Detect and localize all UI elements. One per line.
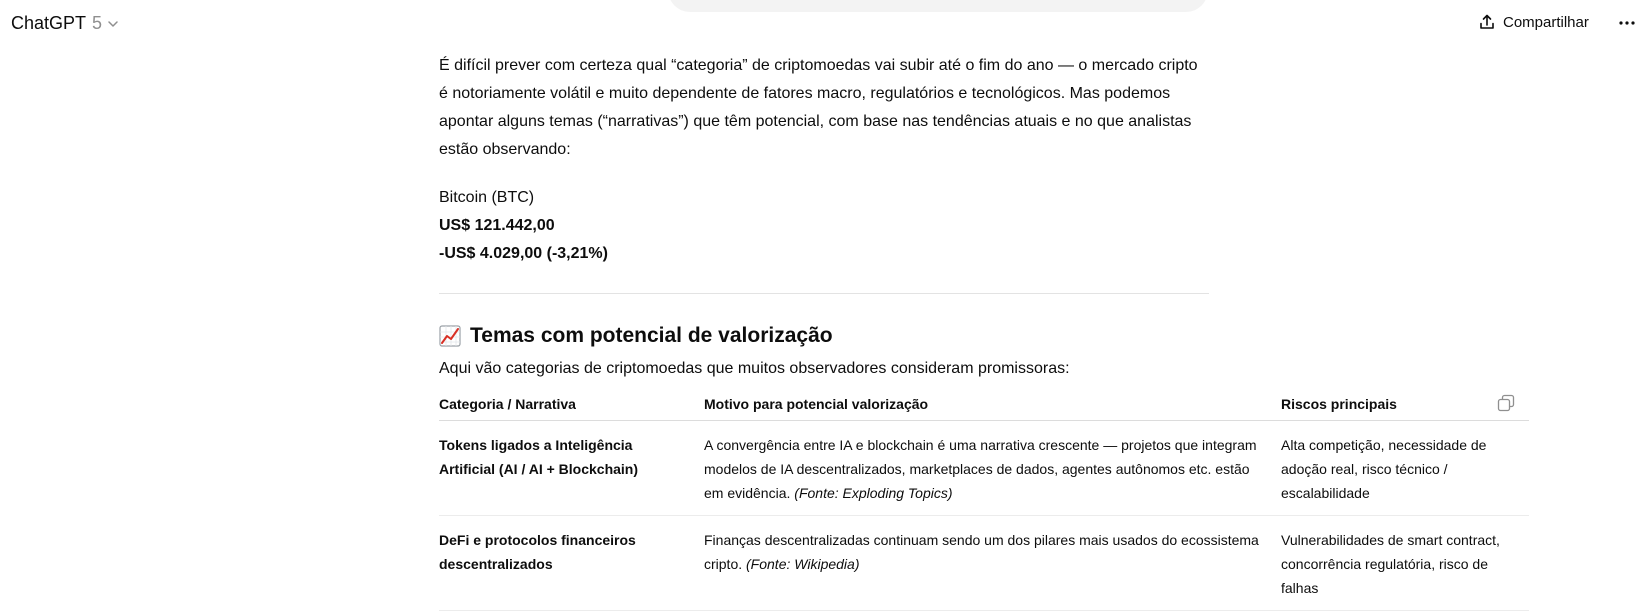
categories-table <box>439 388 1529 611</box>
cell-risks: Vulnerabilidades de smart contract, concorrência regulatória, risco de falhas <box>1281 532 1500 596</box>
model-switcher[interactable] <box>11 13 119 34</box>
divider <box>439 293 1209 294</box>
chart-increasing-icon <box>439 325 461 347</box>
cell-category: Tokens ligados a Inteligência Artificial (AI / AI + Blockchain) <box>439 437 639 477</box>
section-title: Temas com potencial de valorização <box>470 324 833 347</box>
reason-source: (Fonte: Exploding Topics) <box>794 485 953 501</box>
table-row <box>439 516 1529 611</box>
share-button[interactable] <box>1478 13 1589 31</box>
table-row <box>439 421 1529 516</box>
section-heading <box>439 324 1524 348</box>
bitcoin-name: Bitcoin (BTC) <box>439 189 535 206</box>
share-upload-icon <box>1478 13 1496 31</box>
more-options-button[interactable] <box>1616 12 1638 34</box>
header-risks: Riscos principais <box>1281 396 1397 412</box>
header-category: Categoria / Narrativa <box>439 396 576 412</box>
reason-source: (Fonte: Wikipedia) <box>746 556 860 572</box>
cell-risks: Alta competição, necessidade de adoção real, risco técnico / escalabilidade <box>1281 437 1487 501</box>
copy-icon[interactable] <box>1497 394 1515 412</box>
reason-text: Finanças descentralizadas continuam sendo um dos pilares mais usados do ecossistema cripto. <box>704 532 1259 572</box>
more-horizontal-icon <box>1618 20 1636 26</box>
bitcoin-price: US$ 121.442,00 <box>439 217 555 234</box>
cell-reason <box>704 433 1281 505</box>
header-reason: Motivo para potencial valorização <box>704 396 929 412</box>
model-name: ChatGPT <box>11 13 87 33</box>
section-intro: Aqui vão categorias de criptomoedas que muitos observadores consideram promissoras: <box>439 360 1070 377</box>
intro-paragraph: É difícil prever com certeza qual “categoria” de criptomoedas vai subir até o fim do ano — o mercado cripto é notoriamente volátil e muito dependente de fatores macro, regulatórios e tecnológicos. Mas podemos apontar alguns temas (“narrativas”) que têm potencial, com base nas tendências atuais e no que analistas estão observando: <box>439 57 1198 158</box>
composer-top-edge <box>668 0 1208 12</box>
reason-text: A convergência entre IA e blockchain é uma narrativa crescente — projetos que integram modelos de IA descentralizados, marketplaces de dados, agentes autônomos etc. estão em evidência. <box>704 437 1257 501</box>
model-version: 5 <box>92 13 103 33</box>
cell-reason <box>704 528 1281 600</box>
table-header <box>439 388 1529 421</box>
chevron-down-icon <box>107 18 119 30</box>
share-label: Compartilhar <box>1503 13 1589 31</box>
assistant-message <box>439 52 1524 611</box>
bitcoin-price-widget <box>439 184 1524 268</box>
cell-category: DeFi e protocolos financeiros descentralizados <box>439 532 636 572</box>
bitcoin-change: -US$ 4.029,00 (-3,21%) <box>439 245 608 262</box>
